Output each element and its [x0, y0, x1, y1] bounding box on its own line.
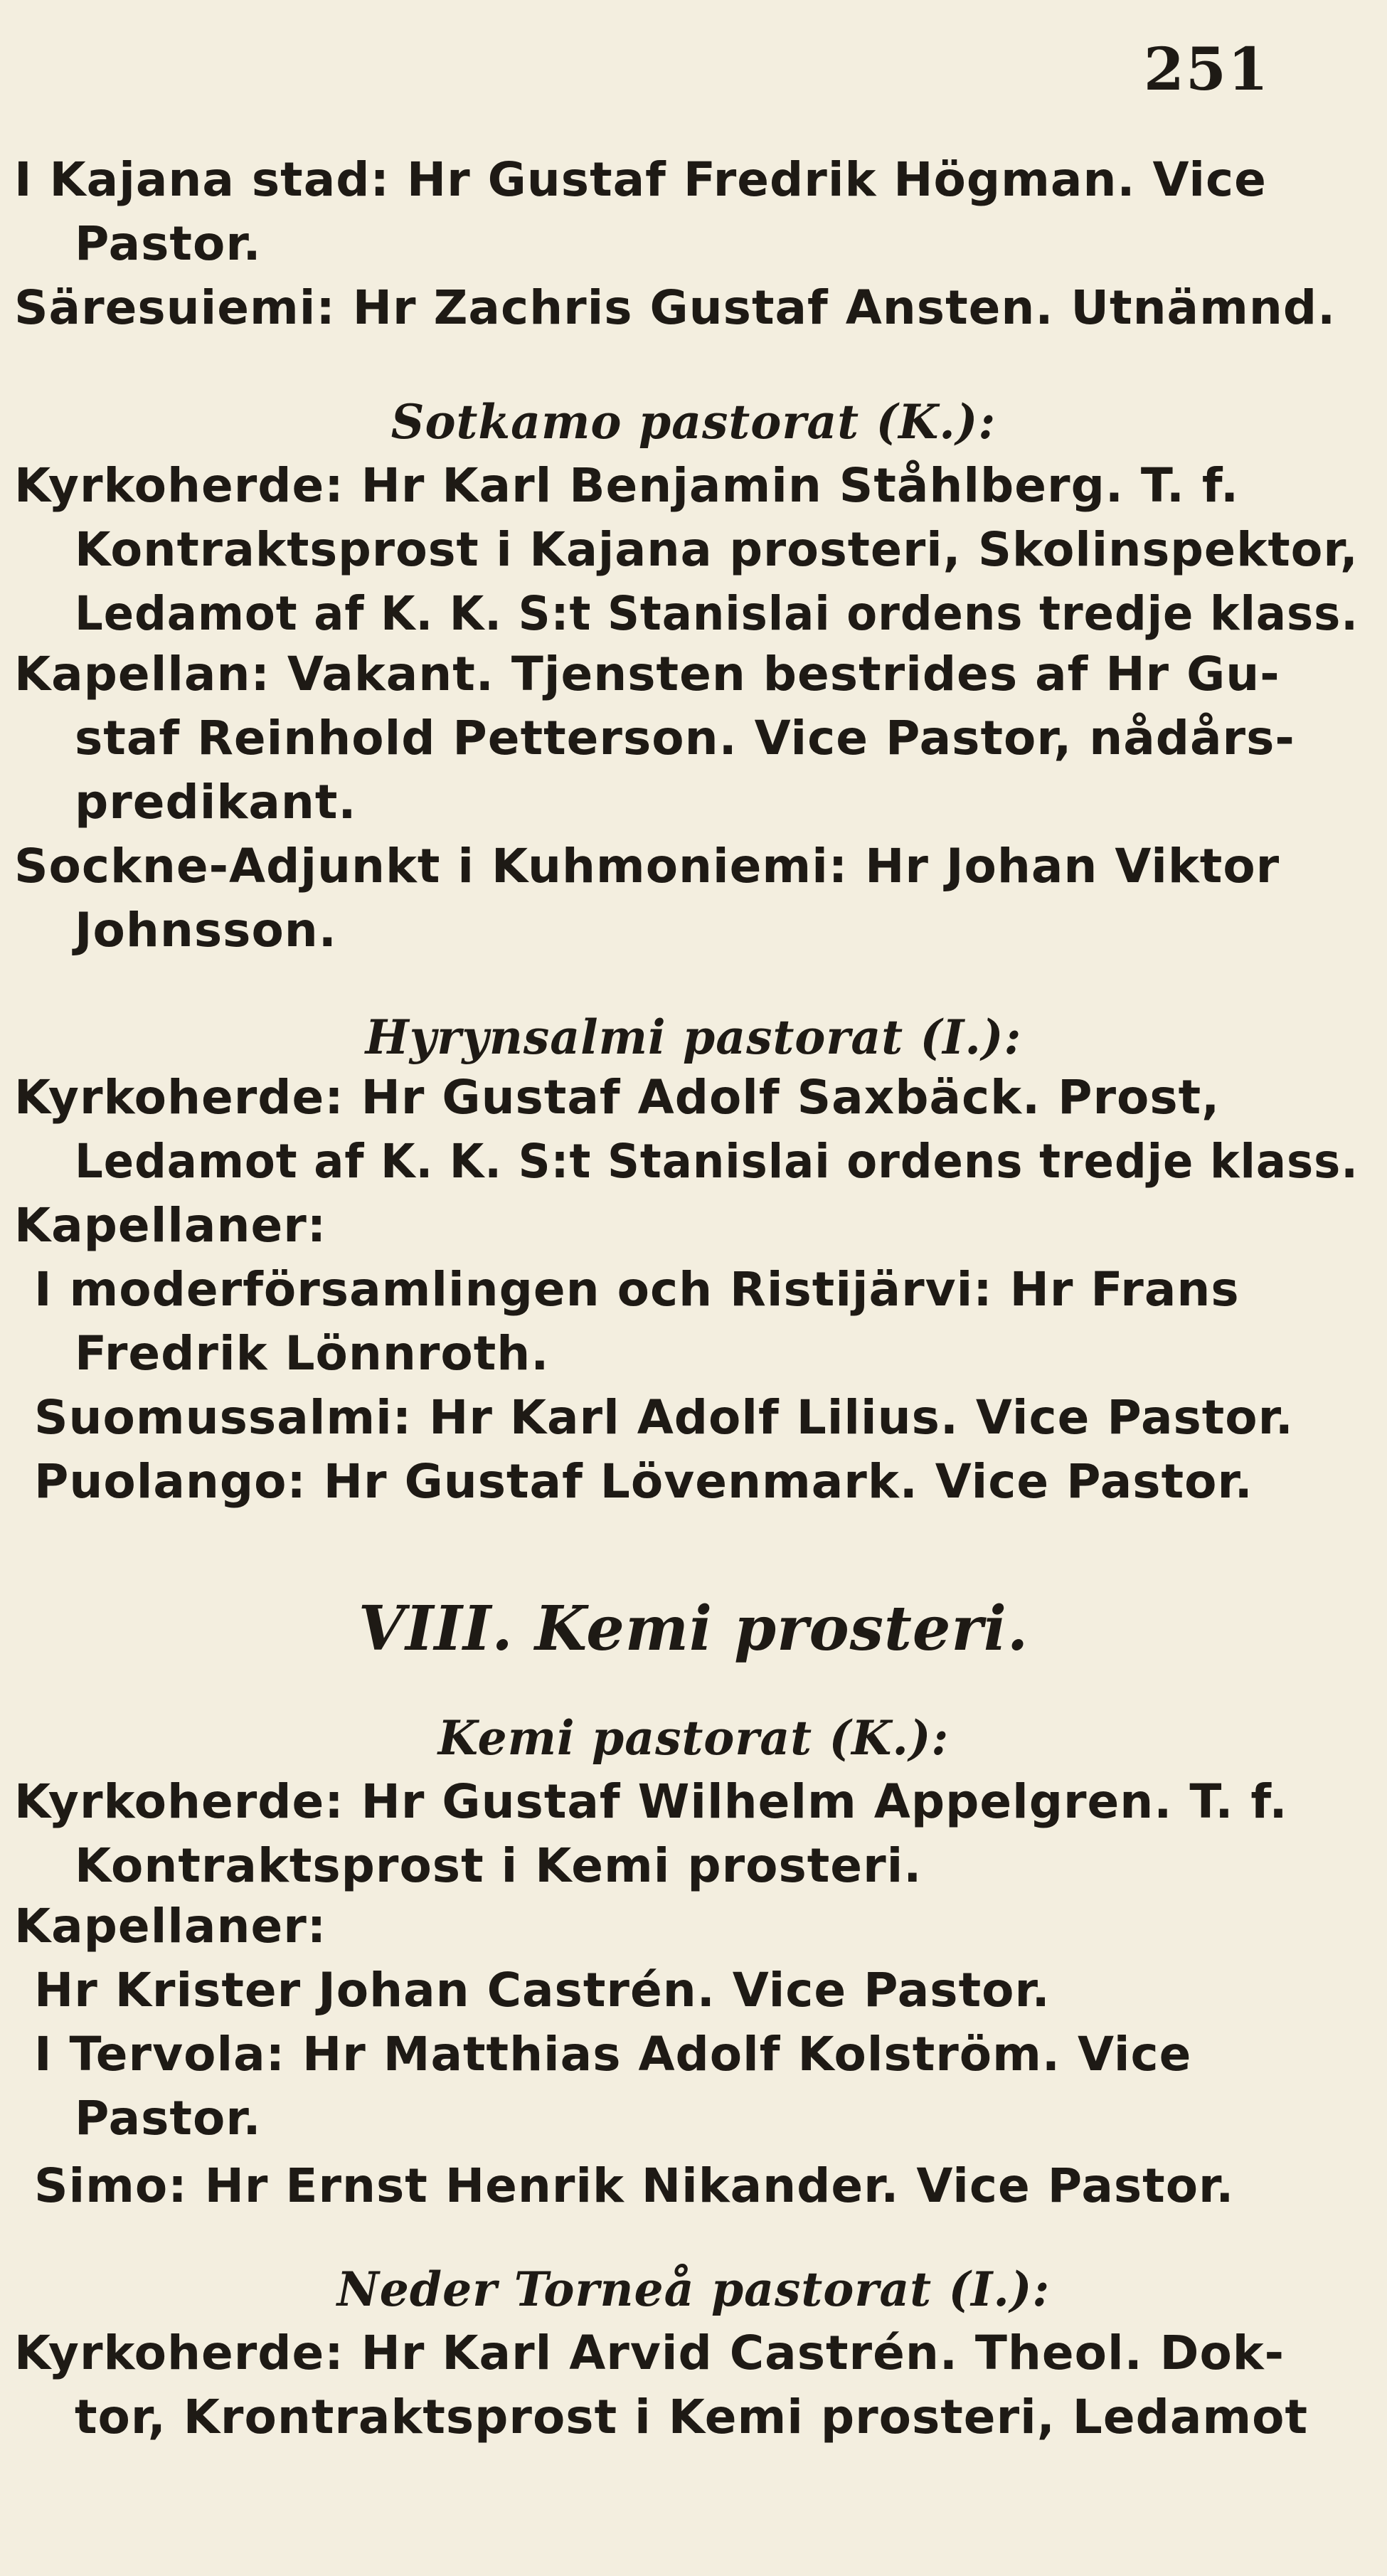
- text-line: Ledamot af K. K. S:t Stanislai ordens tredje klass.: [75, 586, 1359, 641]
- section-heading: Neder Torneå pastorat (I.):: [336, 2262, 1051, 2317]
- text-line: Kyrkoherde: Hr Gustaf Adolf Saxbäck. Prost,: [14, 1070, 1221, 1125]
- text-line: Johnsson.: [75, 903, 337, 958]
- text-line: tor, Krontraktsprost i Kemi prosteri, Ledamot: [75, 2390, 1309, 2444]
- text-line: Hr Krister Johan Castrén. Vice Pastor.: [34, 1963, 1051, 2018]
- text-line: Puolango: Hr Gustaf Lövenmark. Vice Pastor.: [34, 1454, 1253, 1509]
- section-heading: Hyrynsalmi pastorat (I.):: [365, 1009, 1022, 1065]
- text-line: I moderförsamlingen och Ristijärvi: Hr Frans: [34, 1262, 1240, 1317]
- text-line: Pastor.: [75, 216, 262, 271]
- text-line: I Tervola: Hr Matthias Adolf Kolström. Vice: [34, 2027, 1192, 2082]
- text-line: Sockne-Adjunkt i Kuhmoniemi: Hr Johan Viktor: [14, 839, 1280, 894]
- section-heading: Sotkamo pastorat (K.):: [390, 394, 997, 450]
- page-number: 251: [1143, 36, 1270, 104]
- text-line: Simo: Hr Ernst Henrik Nikander. Vice Pastor.: [34, 2158, 1235, 2213]
- text-line: Kapellan: Vakant. Tjensten bestrides af Hr Gu-: [14, 647, 1280, 701]
- chapter-heading: VIII. Kemi prosteri.: [358, 1593, 1029, 1665]
- text-line: staf Reinhold Petterson. Vice Pastor, nådårs-: [75, 711, 1295, 765]
- text-line: Kapellaner:: [14, 1899, 327, 1954]
- text-line: Kapellaner:: [14, 1198, 327, 1253]
- text-line: Kontraktsprost i Kajana prosteri, Skolinspektor,: [75, 522, 1359, 577]
- text-line: Kyrkoherde: Hr Karl Arvid Castrén. Theol. Dok-: [14, 2326, 1285, 2380]
- text-line: predikant.: [75, 775, 357, 829]
- text-line: Pastor.: [75, 2091, 262, 2146]
- text-line: Fredrik Lönnroth.: [75, 1326, 550, 1381]
- text-line: Suomussalmi: Hr Karl Adolf Lilius. Vice Pastor.: [34, 1390, 1294, 1445]
- text-line: Ledamot af K. K. S:t Stanislai ordens tredje klass.: [75, 1134, 1359, 1189]
- text-line: Kontraktsprost i Kemi prosteri.: [75, 1838, 923, 1893]
- text-line: Kyrkoherde: Hr Gustaf Wilhelm Appelgren. T. f.: [14, 1774, 1288, 1829]
- text-line: I Kajana stad: Hr Gustaf Fredrik Högman. Vice: [14, 152, 1267, 207]
- text-line: Säresuiemi: Hr Zachris Gustaf Ansten. Utnämnd.: [14, 280, 1336, 335]
- text-line: Kyrkoherde: Hr Karl Benjamin Ståhlberg. T. f.: [14, 458, 1240, 513]
- section-heading: Kemi pastorat (K.):: [437, 1710, 950, 1766]
